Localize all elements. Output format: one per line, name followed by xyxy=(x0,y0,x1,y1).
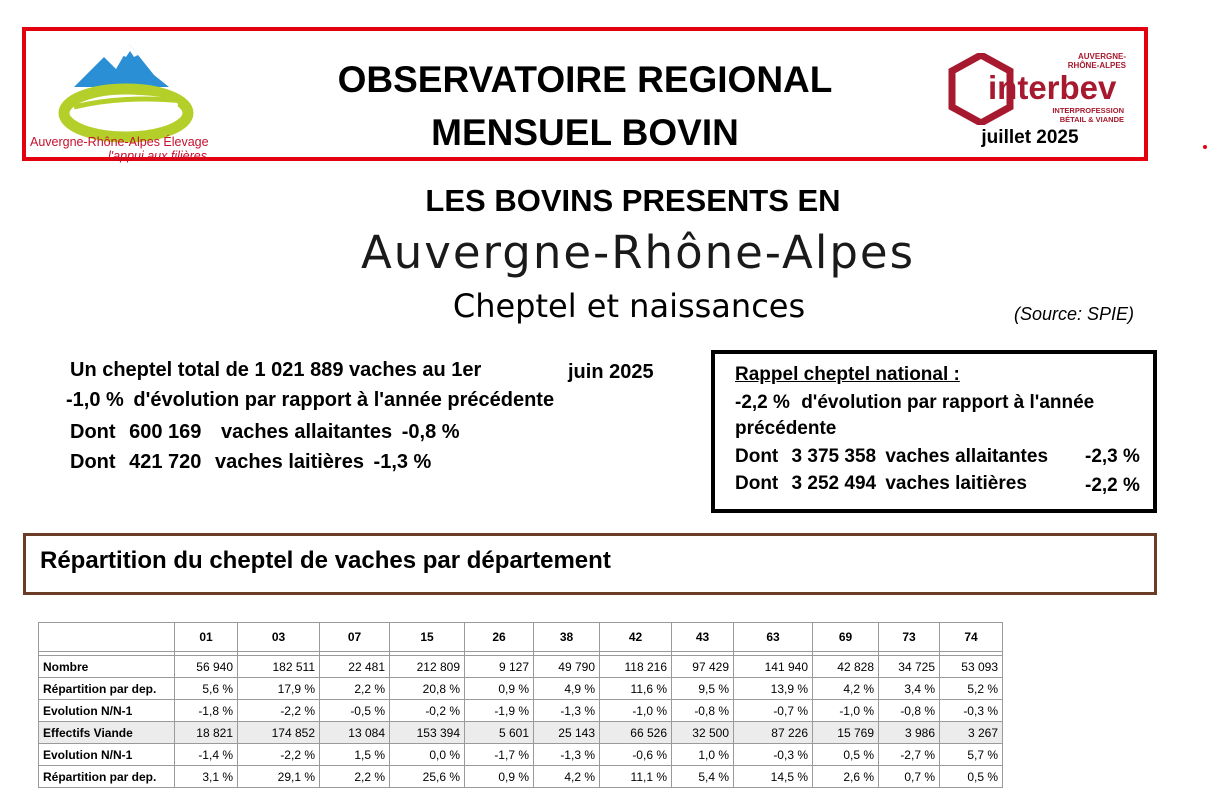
summary-line3 xyxy=(70,421,460,444)
table-header-cell: 42 xyxy=(600,623,672,652)
table-row-label: Evolution N/N-1 xyxy=(39,700,175,722)
interbev-sub-line1: INTERPROFESSION xyxy=(1052,106,1124,115)
table-row xyxy=(39,722,1003,744)
table-row-label: Nombre xyxy=(39,656,175,678)
header-banner xyxy=(22,27,1148,161)
table-header-cell: 73 xyxy=(879,623,940,652)
table-cell: 2,2 % xyxy=(320,678,390,700)
table-header-row xyxy=(39,623,1003,652)
summary-evolution: -1,0 % xyxy=(66,389,124,411)
summary-laitieres-value: 421 720 xyxy=(129,451,202,473)
table-cell: 49 790 xyxy=(534,656,600,678)
table-cell: 5,6 % xyxy=(175,678,238,700)
summary-line2 xyxy=(66,389,554,412)
table-cell: 13,9 % xyxy=(734,678,813,700)
summary-laitieres-label: vaches laitières xyxy=(214,451,364,473)
summary-line3-dont: Dont xyxy=(70,421,116,443)
table-cell: 66 526 xyxy=(600,722,672,744)
table-cell: -0,5 % xyxy=(320,700,390,722)
table-cell: 29,1 % xyxy=(238,766,320,788)
table-cell: 5,2 % xyxy=(940,678,1003,700)
table-cell: -0,3 % xyxy=(734,744,813,766)
table-cell: 34 725 xyxy=(879,656,940,678)
table-cell: 15 769 xyxy=(813,722,879,744)
table-header-cell: 01 xyxy=(175,623,238,652)
table-cell: 17,9 % xyxy=(238,678,320,700)
table-cell: 0,0 % xyxy=(390,744,465,766)
table-cell: 5 601 xyxy=(465,722,534,744)
table-cell: 3,1 % xyxy=(175,766,238,788)
table-cell: 22 481 xyxy=(320,656,390,678)
interbev-subtitle xyxy=(1036,106,1124,124)
table-cell: 4,2 % xyxy=(813,678,879,700)
summary-line1 xyxy=(70,359,481,382)
table-cell: 182 511 xyxy=(238,656,320,678)
table-header-blank xyxy=(39,623,175,652)
table-cell: 9 127 xyxy=(465,656,534,678)
table-cell: 25 143 xyxy=(534,722,600,744)
table-cell: 2,2 % xyxy=(320,766,390,788)
table-cell: -2,7 % xyxy=(879,744,940,766)
national-allaitantes-label: vaches allaitantes xyxy=(885,446,1049,467)
national-line4 xyxy=(735,473,1027,495)
summary-line4-dont: Dont xyxy=(70,451,116,473)
table-cell: -0,8 % xyxy=(879,700,940,722)
national-allaitantes-value: 3 375 358 xyxy=(791,446,877,467)
table-cell: 14,5 % xyxy=(734,766,813,788)
table-cell: -1,4 % xyxy=(175,744,238,766)
table-cell: 0,9 % xyxy=(465,766,534,788)
table-cell: 0,5 % xyxy=(940,766,1003,788)
summary-line1-suffix: vaches au 1er xyxy=(349,359,482,381)
table-cell: 0,9 % xyxy=(465,678,534,700)
national-laitieres-label: vaches laitières xyxy=(885,473,1027,494)
summary-line1-prefix: Un cheptel total de xyxy=(70,359,249,381)
table-row xyxy=(39,700,1003,722)
national-line4-dont: Dont xyxy=(735,473,779,494)
table-cell: 118 216 xyxy=(600,656,672,678)
section-heading-box xyxy=(23,533,1157,595)
table-row xyxy=(39,744,1003,766)
national-evolution-text2: précédente xyxy=(735,418,837,439)
table-cell: 5,7 % xyxy=(940,744,1003,766)
table-header-cell: 63 xyxy=(734,623,813,652)
table-cell: 13 084 xyxy=(320,722,390,744)
table-cell: 4,9 % xyxy=(534,678,600,700)
national-recall-box xyxy=(711,350,1157,513)
table-cell: -1,9 % xyxy=(465,700,534,722)
table-header-cell: 74 xyxy=(940,623,1003,652)
table-cell: -1,0 % xyxy=(813,700,879,722)
table-cell: 153 394 xyxy=(390,722,465,744)
table-cell: -2,2 % xyxy=(238,700,320,722)
table-cell: 97 429 xyxy=(672,656,734,678)
table-header-cell: 69 xyxy=(813,623,879,652)
table-row xyxy=(39,678,1003,700)
national-evolution-text: d'évolution par rapport à l'année xyxy=(801,392,1095,413)
national-evolution: -2,2 % xyxy=(735,392,790,413)
table-header-cell: 03 xyxy=(238,623,320,652)
logo-left-line2: l'appui aux filières xyxy=(108,149,207,163)
summary-date: juin 2025 xyxy=(568,361,654,383)
table-header-cell: 38 xyxy=(534,623,600,652)
summary-allaitantes-label: vaches allaitantes xyxy=(220,421,393,443)
table-cell: -0,7 % xyxy=(734,700,813,722)
main-title: LES BOVINS PRESENTS EN xyxy=(425,183,841,218)
table-cell: 4,2 % xyxy=(534,766,600,788)
table-cell: 0,7 % xyxy=(879,766,940,788)
interbev-sub-line2: BÉTAIL & VIANDE xyxy=(1059,115,1124,124)
table-cell: 11,6 % xyxy=(600,678,672,700)
red-dot-mark xyxy=(1203,145,1207,149)
subtitle: Cheptel et naissances xyxy=(452,287,806,325)
region-title: Auvergne-Rhône-Alpes xyxy=(360,226,916,279)
table-cell: -1,7 % xyxy=(465,744,534,766)
table-cell: 87 226 xyxy=(734,722,813,744)
table-cell: -0,3 % xyxy=(940,700,1003,722)
national-laitieres-evolution: -2,2 % xyxy=(1085,475,1140,496)
table-cell: 2,6 % xyxy=(813,766,879,788)
interbev-wordmark: interbev xyxy=(988,69,1117,106)
table-cell: 1,0 % xyxy=(672,744,734,766)
table-header-cell: 26 xyxy=(465,623,534,652)
interbev-region-line2: RHÔNE-ALPES xyxy=(1067,61,1126,70)
section-title: Répartition du cheptel de vaches par département xyxy=(40,547,611,574)
table-cell: 174 852 xyxy=(238,722,320,744)
table-cell: -0,2 % xyxy=(390,700,465,722)
national-line3-dont: Dont xyxy=(735,446,779,467)
national-evolution-line xyxy=(735,392,1094,414)
table-cell: 32 500 xyxy=(672,722,734,744)
table-cell: 18 821 xyxy=(175,722,238,744)
table-row-label: Répartition par dep. xyxy=(39,678,175,700)
header-title-line2: MENSUEL BOVIN xyxy=(431,112,739,153)
table-cell: 212 809 xyxy=(390,656,465,678)
table-cell: 42 828 xyxy=(813,656,879,678)
table-cell: -0,8 % xyxy=(672,700,734,722)
summary-line4 xyxy=(70,451,431,474)
table-header-cell: 07 xyxy=(320,623,390,652)
logo-left-line1: Auvergne-Rhône-Alpes Élevage xyxy=(30,135,209,149)
summary-allaitantes-evolution: -0,8 % xyxy=(401,421,460,443)
interbev-region xyxy=(1056,52,1126,70)
table-cell: -1,3 % xyxy=(534,700,600,722)
national-line3 xyxy=(735,446,1048,468)
table-row xyxy=(39,766,1003,788)
table-row-label: Répartition par dep. xyxy=(39,766,175,788)
national-laitieres-value: 3 252 494 xyxy=(791,473,877,494)
national-allaitantes-evolution: -2,3 % xyxy=(1085,446,1140,467)
table-row xyxy=(39,656,1003,678)
table-cell: -2,2 % xyxy=(238,744,320,766)
table-row-label: Effectifs Viande xyxy=(39,722,175,744)
table-cell: 5,4 % xyxy=(672,766,734,788)
interbev-region-line1: AUVERGNE- xyxy=(1077,52,1126,61)
table-body xyxy=(39,652,1003,788)
header-title-line1: OBSERVATOIRE REGIONAL xyxy=(337,59,833,100)
summary-total: 1 021 889 xyxy=(254,359,344,381)
table-cell: 3 986 xyxy=(879,722,940,744)
table-cell: 1,5 % xyxy=(320,744,390,766)
table-cell: 25,6 % xyxy=(390,766,465,788)
table-cell: 9,5 % xyxy=(672,678,734,700)
summary-laitieres-evolution: -1,3 % xyxy=(373,451,432,473)
table-cell: -1,0 % xyxy=(600,700,672,722)
table-cell: 20,8 % xyxy=(390,678,465,700)
table-cell: 56 940 xyxy=(175,656,238,678)
header-date: juillet 2025 xyxy=(981,127,1079,148)
table-cell: 3 267 xyxy=(940,722,1003,744)
summary-evolution-text: d'évolution par rapport à l'année précédente xyxy=(133,389,555,411)
table-cell: -1,8 % xyxy=(175,700,238,722)
national-heading: Rappel cheptel national : xyxy=(735,364,960,385)
table-cell: 11,1 % xyxy=(600,766,672,788)
table-cell: -0,6 % xyxy=(600,744,672,766)
department-table xyxy=(38,622,1003,788)
table-row-label: Evolution N/N-1 xyxy=(39,744,175,766)
table-cell: 53 093 xyxy=(940,656,1003,678)
table-cell: 141 940 xyxy=(734,656,813,678)
table-cell: -1,3 % xyxy=(534,744,600,766)
source-note: (Source: SPIE) xyxy=(1014,304,1135,324)
summary-allaitantes-value: 600 169 xyxy=(129,421,202,443)
table-cell: 3,4 % xyxy=(879,678,940,700)
table-header-cell: 15 xyxy=(390,623,465,652)
table-cell: 0,5 % xyxy=(813,744,879,766)
table-header-cell: 43 xyxy=(672,623,734,652)
